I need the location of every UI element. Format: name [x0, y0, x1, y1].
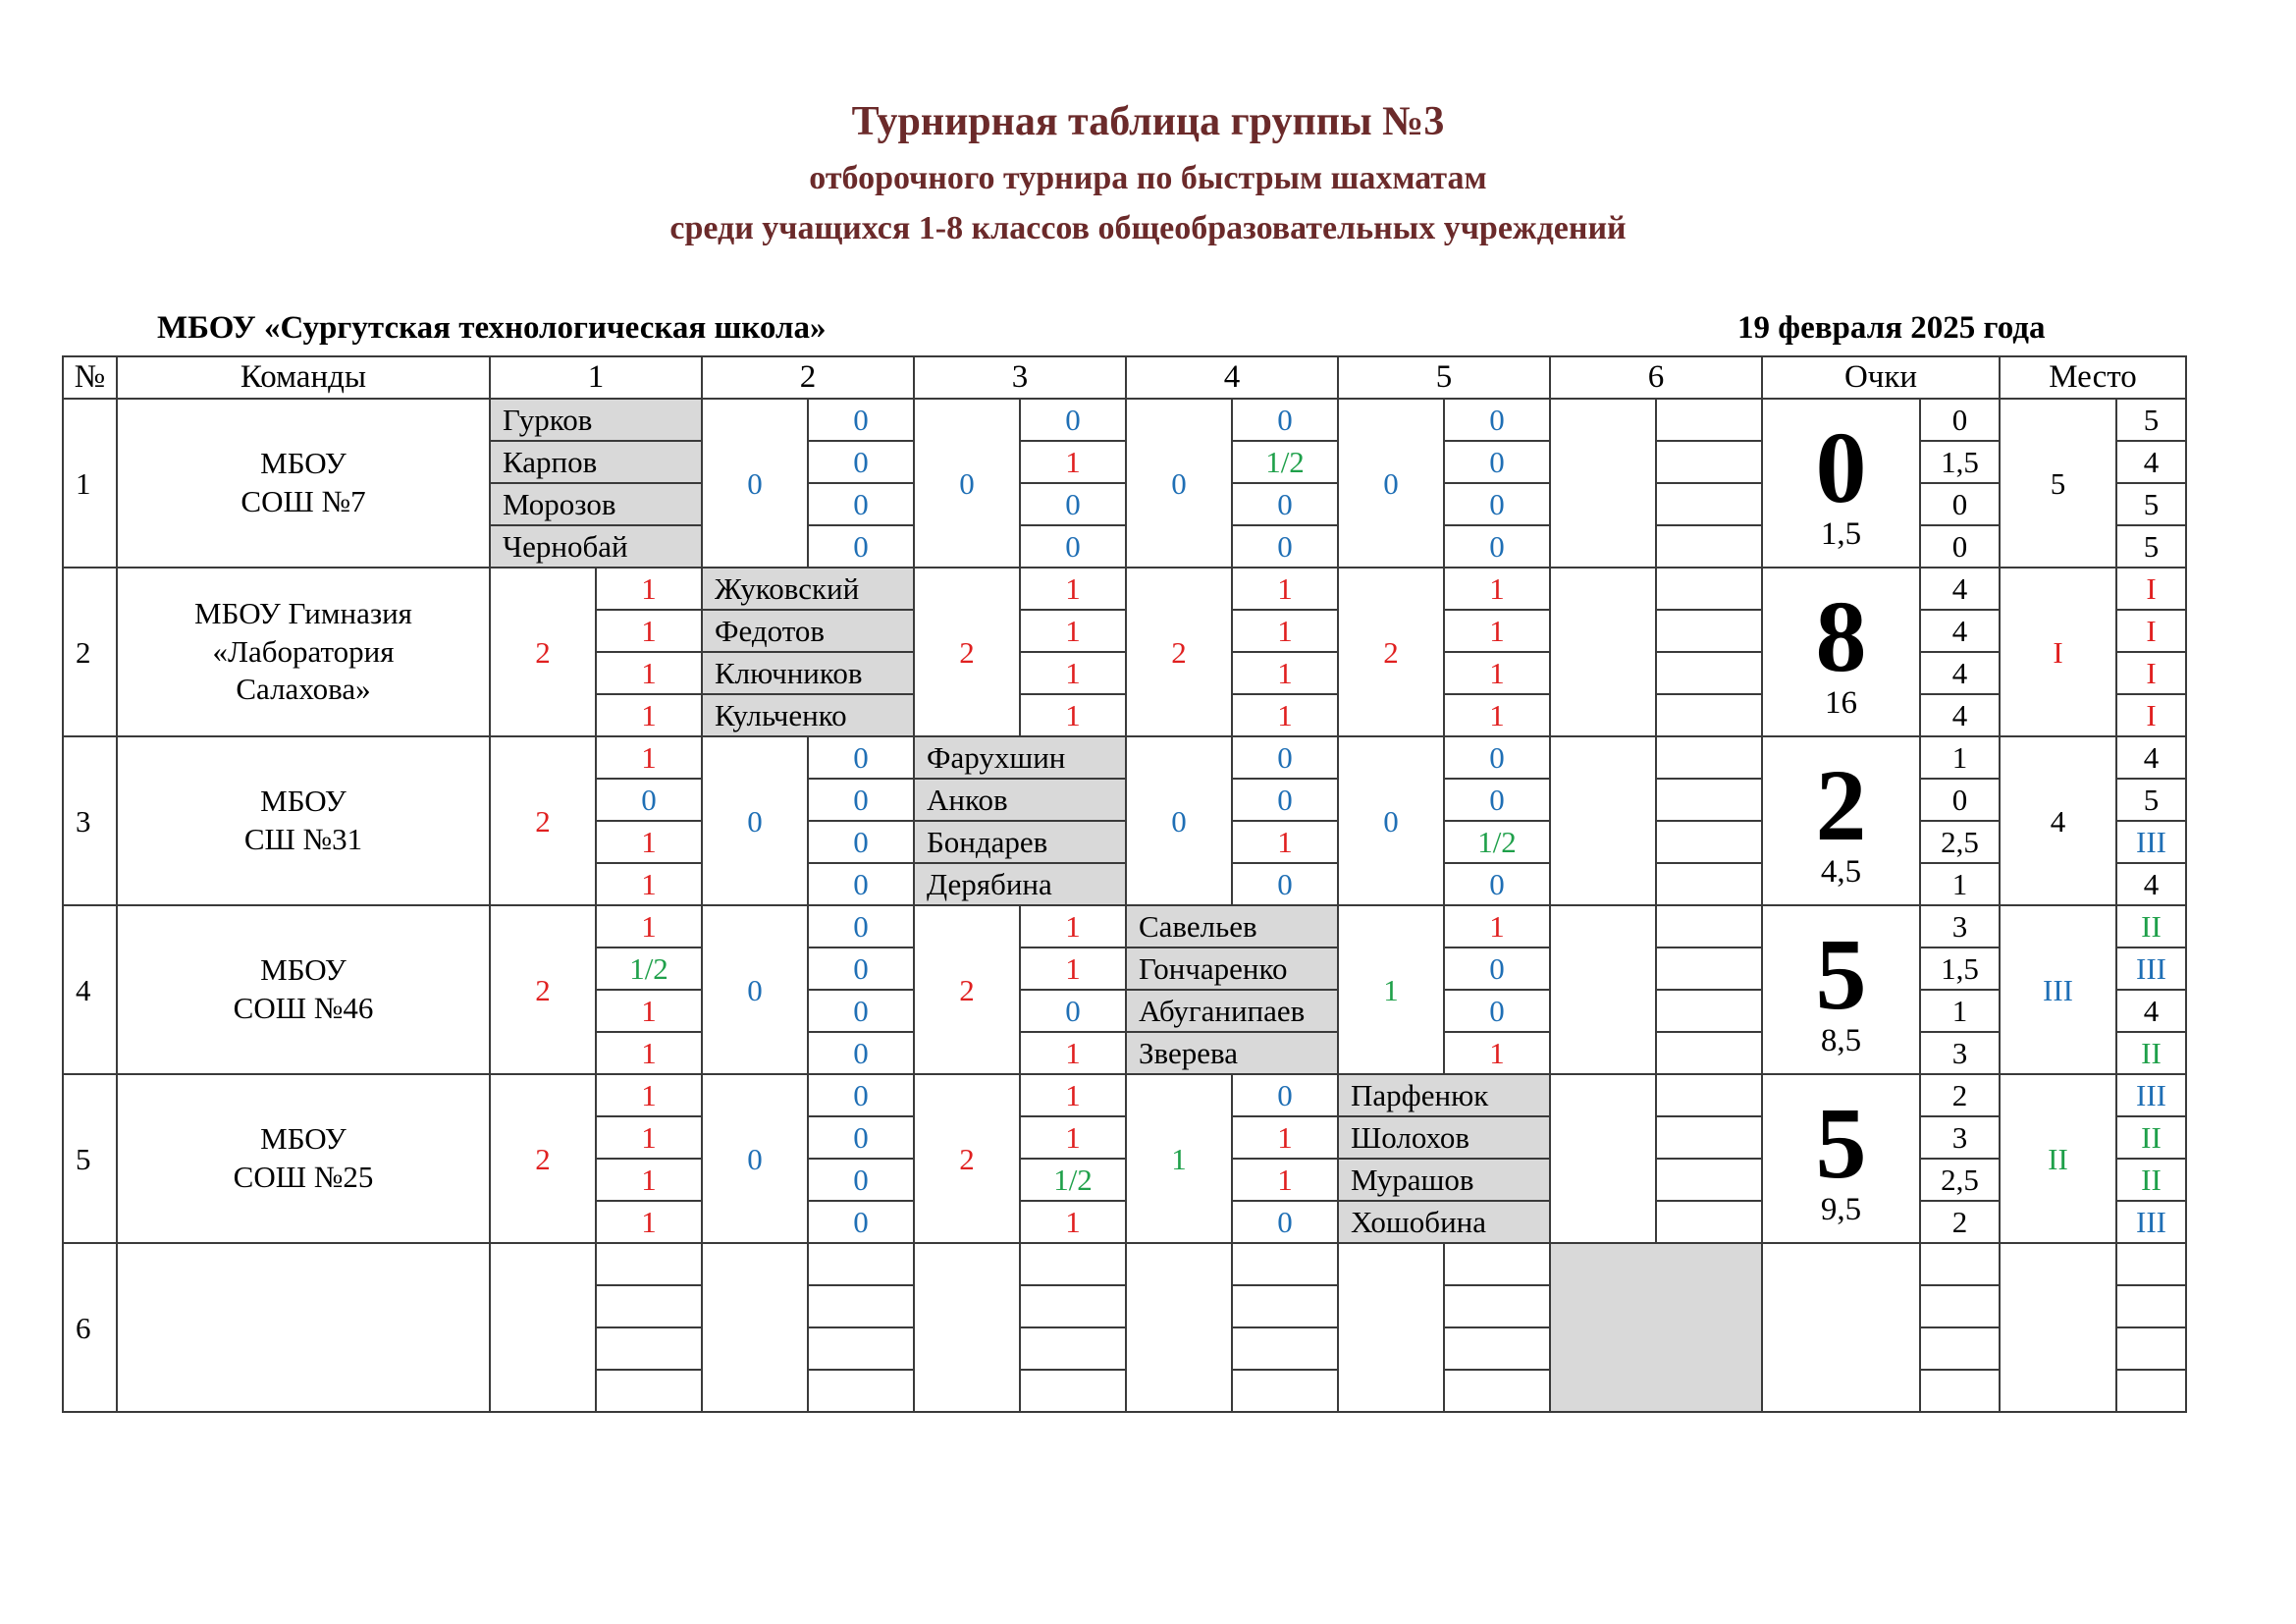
team-name-line: СОШ №7 — [240, 484, 366, 518]
team-name — [117, 905, 490, 1074]
board-result — [1656, 1159, 1762, 1201]
match-points: 0 — [1815, 411, 1867, 524]
board-result: 1 — [1020, 1116, 1126, 1159]
board-result: 0 — [808, 1116, 914, 1159]
board-points: 1 — [1920, 990, 2000, 1032]
board-points: 2,5 — [1920, 1159, 2000, 1201]
player-name: Мурашов — [1338, 1159, 1550, 1201]
team-name — [117, 399, 490, 568]
player-name: Морозов — [490, 483, 702, 525]
board-result: 1 — [596, 1201, 702, 1243]
board-result: 1 — [596, 990, 702, 1032]
board-place: 4 — [2116, 441, 2186, 483]
board-result — [1656, 1201, 1762, 1243]
board-result: 1 — [1020, 1032, 1126, 1074]
board-result: 0 — [808, 947, 914, 990]
match-total — [1550, 568, 1656, 736]
board-result: 1 — [1232, 1116, 1338, 1159]
board-place: III — [2116, 1201, 2186, 1243]
player-name: Абуганипаев — [1126, 990, 1338, 1032]
school-name: МБОУ «Сургутская технологическая школа» — [157, 310, 827, 346]
board-result: 1 — [596, 1159, 702, 1201]
team-number: 5 — [63, 1074, 117, 1243]
board-result: 1 — [596, 1032, 702, 1074]
board-result: 0 — [808, 525, 914, 568]
team-name-line: МБОУ — [260, 952, 347, 988]
page-subtitle-1: отборочного турнира по быстрым шахматам — [809, 160, 1487, 196]
board-result: 1 — [1020, 568, 1126, 610]
team-place: 4 — [2000, 736, 2116, 905]
player-name: Жуковский — [702, 568, 914, 610]
header-team-1: 1 — [490, 356, 702, 399]
board-place: I — [2116, 610, 2186, 652]
board-points — [1920, 1327, 2000, 1370]
board-result — [1656, 441, 1762, 483]
board-result — [808, 1243, 914, 1285]
board-result: 0 — [1232, 525, 1338, 568]
board-result: 1 — [1444, 652, 1550, 694]
team-number: 6 — [63, 1243, 117, 1412]
team-number: 3 — [63, 736, 117, 905]
match-total — [914, 1243, 1020, 1412]
team-place — [2000, 1243, 2116, 1412]
player-name: Чернобай — [490, 525, 702, 568]
match-total: 1 — [1338, 905, 1444, 1074]
board-result: 1 — [1444, 1032, 1550, 1074]
match-total — [1550, 399, 1656, 568]
board-place: I — [2116, 652, 2186, 694]
match-total — [1550, 736, 1656, 905]
board-result: 1 — [1020, 1201, 1126, 1243]
match-total — [490, 1243, 596, 1412]
board-result — [1020, 1285, 1126, 1327]
match-total: 2 — [1338, 568, 1444, 736]
board-result: 0 — [1020, 399, 1126, 441]
board-result: 0 — [808, 1201, 914, 1243]
board-points: 1,5 — [1920, 441, 2000, 483]
team-place: 5 — [2000, 399, 2116, 568]
team-name-line: «Лаборатория — [212, 633, 395, 669]
board-result — [1656, 905, 1762, 947]
board-result: 0 — [1444, 990, 1550, 1032]
board-result — [1656, 652, 1762, 694]
board-result — [596, 1285, 702, 1327]
match-total: 2 — [490, 568, 596, 736]
team-name-line: СОШ №46 — [233, 991, 374, 1025]
table-row — [63, 399, 2186, 441]
board-place: 4 — [2116, 736, 2186, 779]
board-result: 1 — [1232, 821, 1338, 863]
team-points — [1762, 1074, 1920, 1243]
game-points: 8,5 — [1820, 1023, 1862, 1058]
board-result — [1232, 1370, 1338, 1412]
header-place: Место — [2000, 356, 2186, 399]
board-result: 0 — [1444, 525, 1550, 568]
match-points: 8 — [1815, 580, 1867, 693]
board-result: 1/2 — [1444, 821, 1550, 863]
board-result — [1232, 1327, 1338, 1370]
board-place: I — [2116, 568, 2186, 610]
board-result: 0 — [1444, 441, 1550, 483]
board-result: 1 — [1232, 1159, 1338, 1201]
board-result — [1656, 947, 1762, 990]
board-place — [2116, 1327, 2186, 1370]
board-place: II — [2116, 1116, 2186, 1159]
board-result: 1 — [1020, 905, 1126, 947]
match-total: 2 — [490, 905, 596, 1074]
header-points: Очки — [1762, 356, 2000, 399]
board-result — [1656, 779, 1762, 821]
board-result — [1020, 1370, 1126, 1412]
player-name: Гурков — [490, 399, 702, 441]
board-place — [2116, 1285, 2186, 1327]
board-result: 0 — [1020, 525, 1126, 568]
team-name-line: МБОУ — [260, 446, 347, 481]
player-name: Парфенюк — [1338, 1074, 1550, 1116]
board-points: 2 — [1920, 1074, 2000, 1116]
team-name-line: Салахова» — [236, 672, 371, 707]
board-result — [1656, 694, 1762, 736]
board-result: 1 — [596, 1116, 702, 1159]
board-result — [808, 1327, 914, 1370]
board-result: 1 — [596, 1074, 702, 1116]
board-result: 0 — [1232, 863, 1338, 905]
player-name: Карпов — [490, 441, 702, 483]
match-total: 2 — [490, 736, 596, 905]
header-number: № — [63, 356, 117, 399]
player-name: Савельев — [1126, 905, 1338, 947]
board-result — [1656, 990, 1762, 1032]
board-result — [808, 1285, 914, 1327]
board-result: 0 — [808, 821, 914, 863]
board-result: 1 — [596, 652, 702, 694]
board-result: 1 — [596, 568, 702, 610]
match-total: 2 — [1126, 568, 1232, 736]
player-name: Фарухшин — [914, 736, 1126, 779]
table-row — [63, 736, 2186, 779]
match-points: 5 — [1815, 1087, 1867, 1200]
board-points: 4 — [1920, 568, 2000, 610]
board-points — [1920, 1370, 2000, 1412]
board-result: 1 — [596, 736, 702, 779]
board-place: I — [2116, 694, 2186, 736]
tournament-date: 19 февраля 2025 года — [1737, 310, 2046, 346]
team-name-line: СОШ №25 — [233, 1160, 374, 1194]
match-total: 2 — [914, 568, 1020, 736]
match-total — [1550, 905, 1656, 1074]
board-result — [1232, 1285, 1338, 1327]
team-place: I — [2000, 568, 2116, 736]
table-row — [63, 1243, 2186, 1285]
board-result — [808, 1370, 914, 1412]
board-result: 0 — [1444, 863, 1550, 905]
board-result: 0 — [808, 441, 914, 483]
board-result: 0 — [1232, 779, 1338, 821]
team-points — [1762, 568, 1920, 736]
team-number: 2 — [63, 568, 117, 736]
match-total: 0 — [914, 399, 1020, 568]
board-points: 3 — [1920, 905, 2000, 947]
board-place — [2116, 1243, 2186, 1285]
board-result: 0 — [808, 483, 914, 525]
player-name: Гончаренко — [1126, 947, 1338, 990]
board-result: 0 — [808, 779, 914, 821]
team-name-line: МБОУ Гимназия — [194, 595, 412, 630]
board-result: 1 — [596, 863, 702, 905]
team-name — [117, 736, 490, 905]
game-points: 4,5 — [1820, 854, 1862, 890]
team-name-line: МБОУ — [260, 784, 347, 819]
board-place: II — [2116, 1032, 2186, 1074]
board-result — [1444, 1243, 1550, 1285]
board-result: 1 — [1020, 947, 1126, 990]
board-result — [1656, 1032, 1762, 1074]
board-result — [596, 1370, 702, 1412]
board-result: 1 — [1232, 568, 1338, 610]
board-result: 0 — [1444, 736, 1550, 779]
board-result — [1656, 1116, 1762, 1159]
table-row — [63, 1074, 2186, 1116]
board-result: 0 — [1020, 990, 1126, 1032]
player-name: Бондарев — [914, 821, 1126, 863]
board-points: 1 — [1920, 736, 2000, 779]
board-place: III — [2116, 1074, 2186, 1116]
board-result — [1656, 610, 1762, 652]
board-result: 0 — [1020, 483, 1126, 525]
board-result: 1 — [1020, 694, 1126, 736]
board-points: 3 — [1920, 1032, 2000, 1074]
board-result: 0 — [808, 863, 914, 905]
board-points — [1920, 1243, 2000, 1285]
board-result: 0 — [808, 736, 914, 779]
page-subtitle-2: среди учащихся 1-8 классов общеобразовательных учреждений — [669, 210, 1627, 246]
board-result — [1444, 1370, 1550, 1412]
player-name: Ключников — [702, 652, 914, 694]
header-team-2: 2 — [702, 356, 914, 399]
header-teams: Команды — [117, 356, 490, 399]
tournament-table — [62, 355, 2187, 1413]
board-result: 1/2 — [596, 947, 702, 990]
board-result: 0 — [808, 905, 914, 947]
board-points — [1920, 1285, 2000, 1327]
team-name-line: СШ №31 — [243, 822, 363, 856]
board-result: 1 — [1232, 652, 1338, 694]
board-points: 2 — [1920, 1201, 2000, 1243]
board-place: 5 — [2116, 399, 2186, 441]
match-total: 0 — [1338, 736, 1444, 905]
board-points: 1,5 — [1920, 947, 2000, 990]
player-name: Кульченко — [702, 694, 914, 736]
board-result — [1656, 568, 1762, 610]
board-result: 0 — [1232, 399, 1338, 441]
team-place: III — [2000, 905, 2116, 1074]
board-result: 1/2 — [1232, 441, 1338, 483]
match-total: 0 — [1338, 399, 1444, 568]
board-result: 0 — [808, 399, 914, 441]
player-name: Анков — [914, 779, 1126, 821]
team-place: II — [2000, 1074, 2116, 1243]
board-result: 0 — [1444, 947, 1550, 990]
board-result — [1020, 1327, 1126, 1370]
board-result: 1 — [1232, 694, 1338, 736]
match-total: 0 — [702, 399, 808, 568]
board-result: 1 — [1232, 610, 1338, 652]
match-total: 1 — [1126, 1074, 1232, 1243]
game-points: 16 — [1825, 685, 1857, 721]
board-result — [1444, 1327, 1550, 1370]
board-result — [1020, 1243, 1126, 1285]
team-number: 4 — [63, 905, 117, 1074]
board-result: 0 — [1444, 399, 1550, 441]
board-points: 4 — [1920, 610, 2000, 652]
game-points: 1,5 — [1820, 516, 1862, 552]
board-result — [1656, 525, 1762, 568]
board-result: 1 — [1020, 1074, 1126, 1116]
board-result: 0 — [1444, 779, 1550, 821]
board-result: 0 — [1444, 483, 1550, 525]
board-place: 5 — [2116, 483, 2186, 525]
team-number: 1 — [63, 399, 117, 568]
board-result: 1 — [1020, 610, 1126, 652]
board-points: 2,5 — [1920, 821, 2000, 863]
match-total — [1126, 1243, 1232, 1412]
header-team-3: 3 — [914, 356, 1126, 399]
board-result: 1 — [596, 821, 702, 863]
board-place — [2116, 1370, 2186, 1412]
board-place: II — [2116, 905, 2186, 947]
board-result: 0 — [808, 990, 914, 1032]
match-total: 0 — [1126, 399, 1232, 568]
board-result — [1656, 863, 1762, 905]
match-total: 0 — [1126, 736, 1232, 905]
match-total: 2 — [914, 1074, 1020, 1243]
match-total: 0 — [702, 736, 808, 905]
self-match-cell — [1550, 1243, 1762, 1412]
team-name-line: МБОУ — [260, 1121, 347, 1157]
board-result: 1 — [596, 694, 702, 736]
table-row — [63, 905, 2186, 947]
match-total: 2 — [490, 1074, 596, 1243]
board-result: 1/2 — [1020, 1159, 1126, 1201]
board-place: 4 — [2116, 863, 2186, 905]
match-total: 0 — [702, 1074, 808, 1243]
board-result: 0 — [1232, 1201, 1338, 1243]
board-points: 4 — [1920, 694, 2000, 736]
board-result: 0 — [808, 1032, 914, 1074]
team-name — [117, 1243, 490, 1412]
header-team-6: 6 — [1550, 356, 1762, 399]
match-total — [1338, 1243, 1444, 1412]
match-total — [1550, 1074, 1656, 1243]
team-points — [1762, 905, 1920, 1074]
board-result: 0 — [1232, 1074, 1338, 1116]
board-result — [1232, 1243, 1338, 1285]
board-result: 0 — [808, 1159, 914, 1201]
board-result: 1 — [596, 905, 702, 947]
game-points: 9,5 — [1820, 1192, 1862, 1227]
player-name: Шолохов — [1338, 1116, 1550, 1159]
player-name: Зверева — [1126, 1032, 1338, 1074]
board-result: 1 — [1444, 568, 1550, 610]
board-result — [1656, 736, 1762, 779]
table-row — [63, 568, 2186, 610]
board-result — [596, 1327, 702, 1370]
team-points — [1762, 399, 1920, 568]
team-name — [117, 568, 490, 736]
match-total — [702, 1243, 808, 1412]
header-team-5: 5 — [1338, 356, 1550, 399]
match-points: 5 — [1815, 918, 1867, 1031]
board-points: 0 — [1920, 399, 2000, 441]
team-points — [1762, 736, 1920, 905]
board-points: 0 — [1920, 483, 2000, 525]
board-points: 4 — [1920, 652, 2000, 694]
match-total: 2 — [914, 905, 1020, 1074]
board-result: 1 — [596, 610, 702, 652]
board-points: 1 — [1920, 863, 2000, 905]
board-result: 0 — [1232, 483, 1338, 525]
header-team-4: 4 — [1126, 356, 1338, 399]
board-place: 4 — [2116, 990, 2186, 1032]
board-result: 1 — [1020, 652, 1126, 694]
player-name: Федотов — [702, 610, 914, 652]
match-total: 0 — [702, 905, 808, 1074]
team-name — [117, 1074, 490, 1243]
player-name: Дерябина — [914, 863, 1126, 905]
board-result: 1 — [1444, 905, 1550, 947]
board-result — [1444, 1285, 1550, 1327]
board-result: 0 — [808, 1074, 914, 1116]
board-place: 5 — [2116, 779, 2186, 821]
match-points: 2 — [1815, 749, 1867, 862]
board-place: III — [2116, 947, 2186, 990]
board-result — [1656, 1074, 1762, 1116]
board-result — [596, 1243, 702, 1285]
board-result: 1 — [1444, 610, 1550, 652]
player-name: Хошобина — [1338, 1201, 1550, 1243]
board-result: 1 — [1444, 694, 1550, 736]
board-points: 0 — [1920, 779, 2000, 821]
board-place: 5 — [2116, 525, 2186, 568]
board-result — [1656, 399, 1762, 441]
board-result: 0 — [596, 779, 702, 821]
board-points: 3 — [1920, 1116, 2000, 1159]
board-place: III — [2116, 821, 2186, 863]
board-place: II — [2116, 1159, 2186, 1201]
board-result — [1656, 821, 1762, 863]
board-result — [1656, 483, 1762, 525]
board-result: 1 — [1020, 441, 1126, 483]
board-points: 0 — [1920, 525, 2000, 568]
page-title: Турнирная таблица группы №3 — [851, 99, 1445, 144]
team-points — [1762, 1243, 1920, 1412]
board-result: 0 — [1232, 736, 1338, 779]
